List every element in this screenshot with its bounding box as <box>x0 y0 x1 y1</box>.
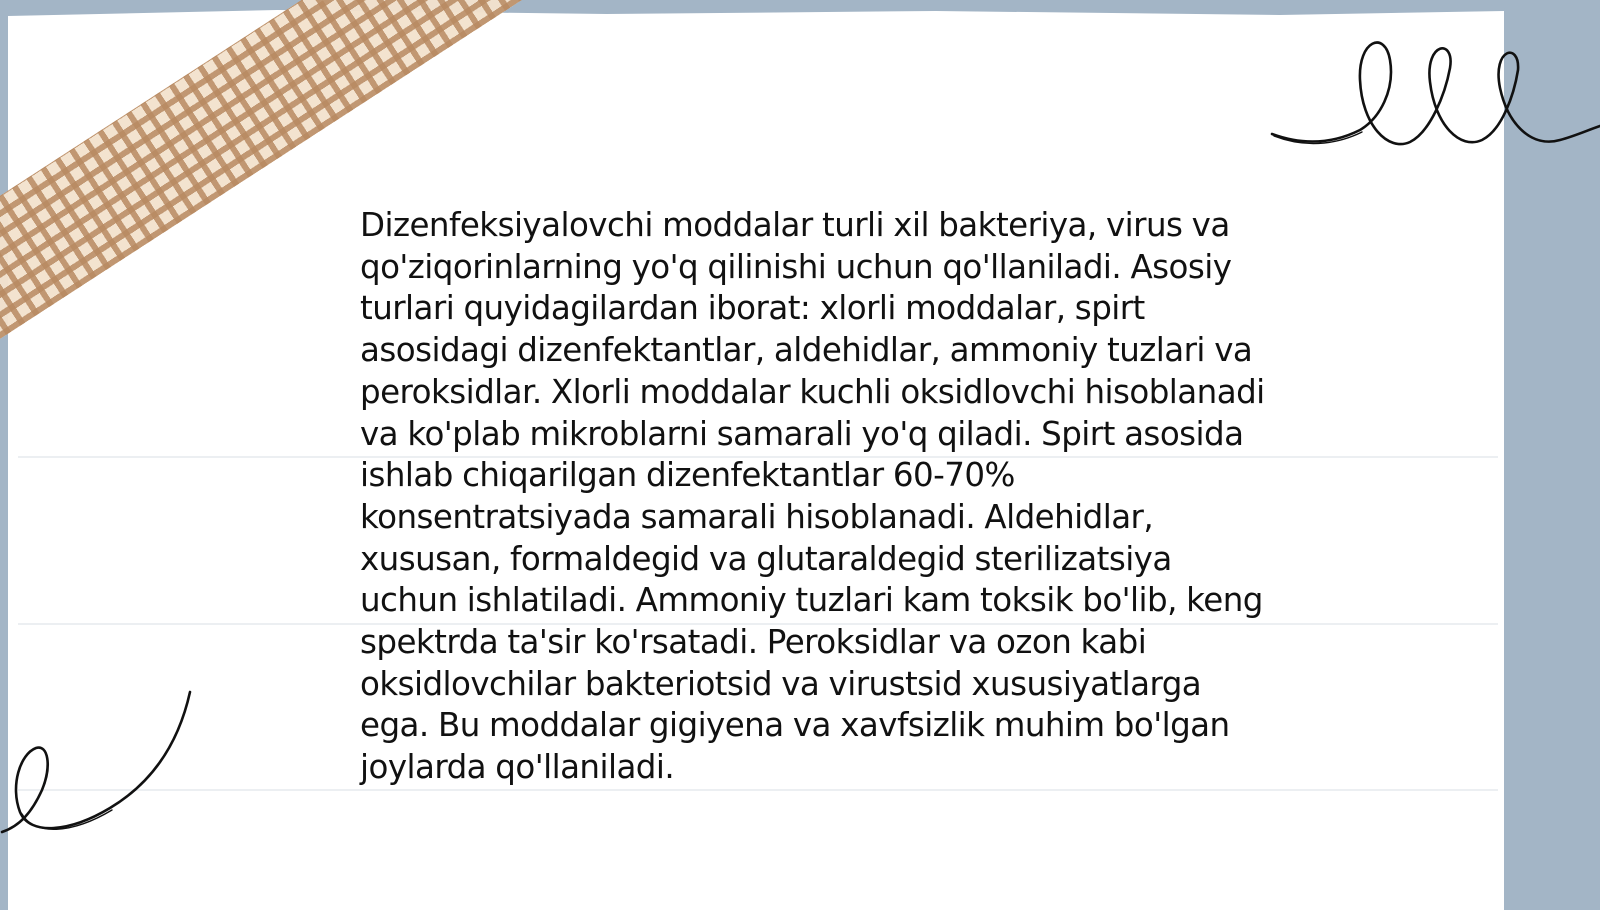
loop-scribble-doodle-icon <box>1270 30 1600 160</box>
paper-rule-line <box>18 789 1498 791</box>
loop-swoosh-doodle-icon <box>0 690 200 850</box>
slide-body-text: Dizenfeksiyalovchi moddalar turli xil bakteriya, virus va qo'ziqorinlarning yo'q qilinishi uchun qo'llaniladi. Asosiy turlari quyidagilardan iborat: xlorli moddalar, spirt asosidagi dizenfektantlar, aldehidlar, ammoniy tuzlari va peroksidlar. Xlorli moddalar kuchli oksidlovchi hisoblanadi va ko'plab mikroblarni samarali yo'q qiladi. Spirt asosida ishlab chiqarilgan dizenfektantlar 60-70% konsentratsiyada samarali hisoblanadi. Aldehidlar, xususan, formaldegid va glutaraldegid sterilizatsiya uchun ishlatiladi. Ammoniy tuzlari kam toksik bo'lib, keng spektrda ta'sir ko'rsatadi. Peroksidlar va ozon kabi oksidlovchilar bakteriotsid va virustsid xususiyatlarga ega. Bu moddalar gigiyena va xavfsizlik muhim bo'lgan joylarda qo'llaniladi. <box>360 206 1265 787</box>
